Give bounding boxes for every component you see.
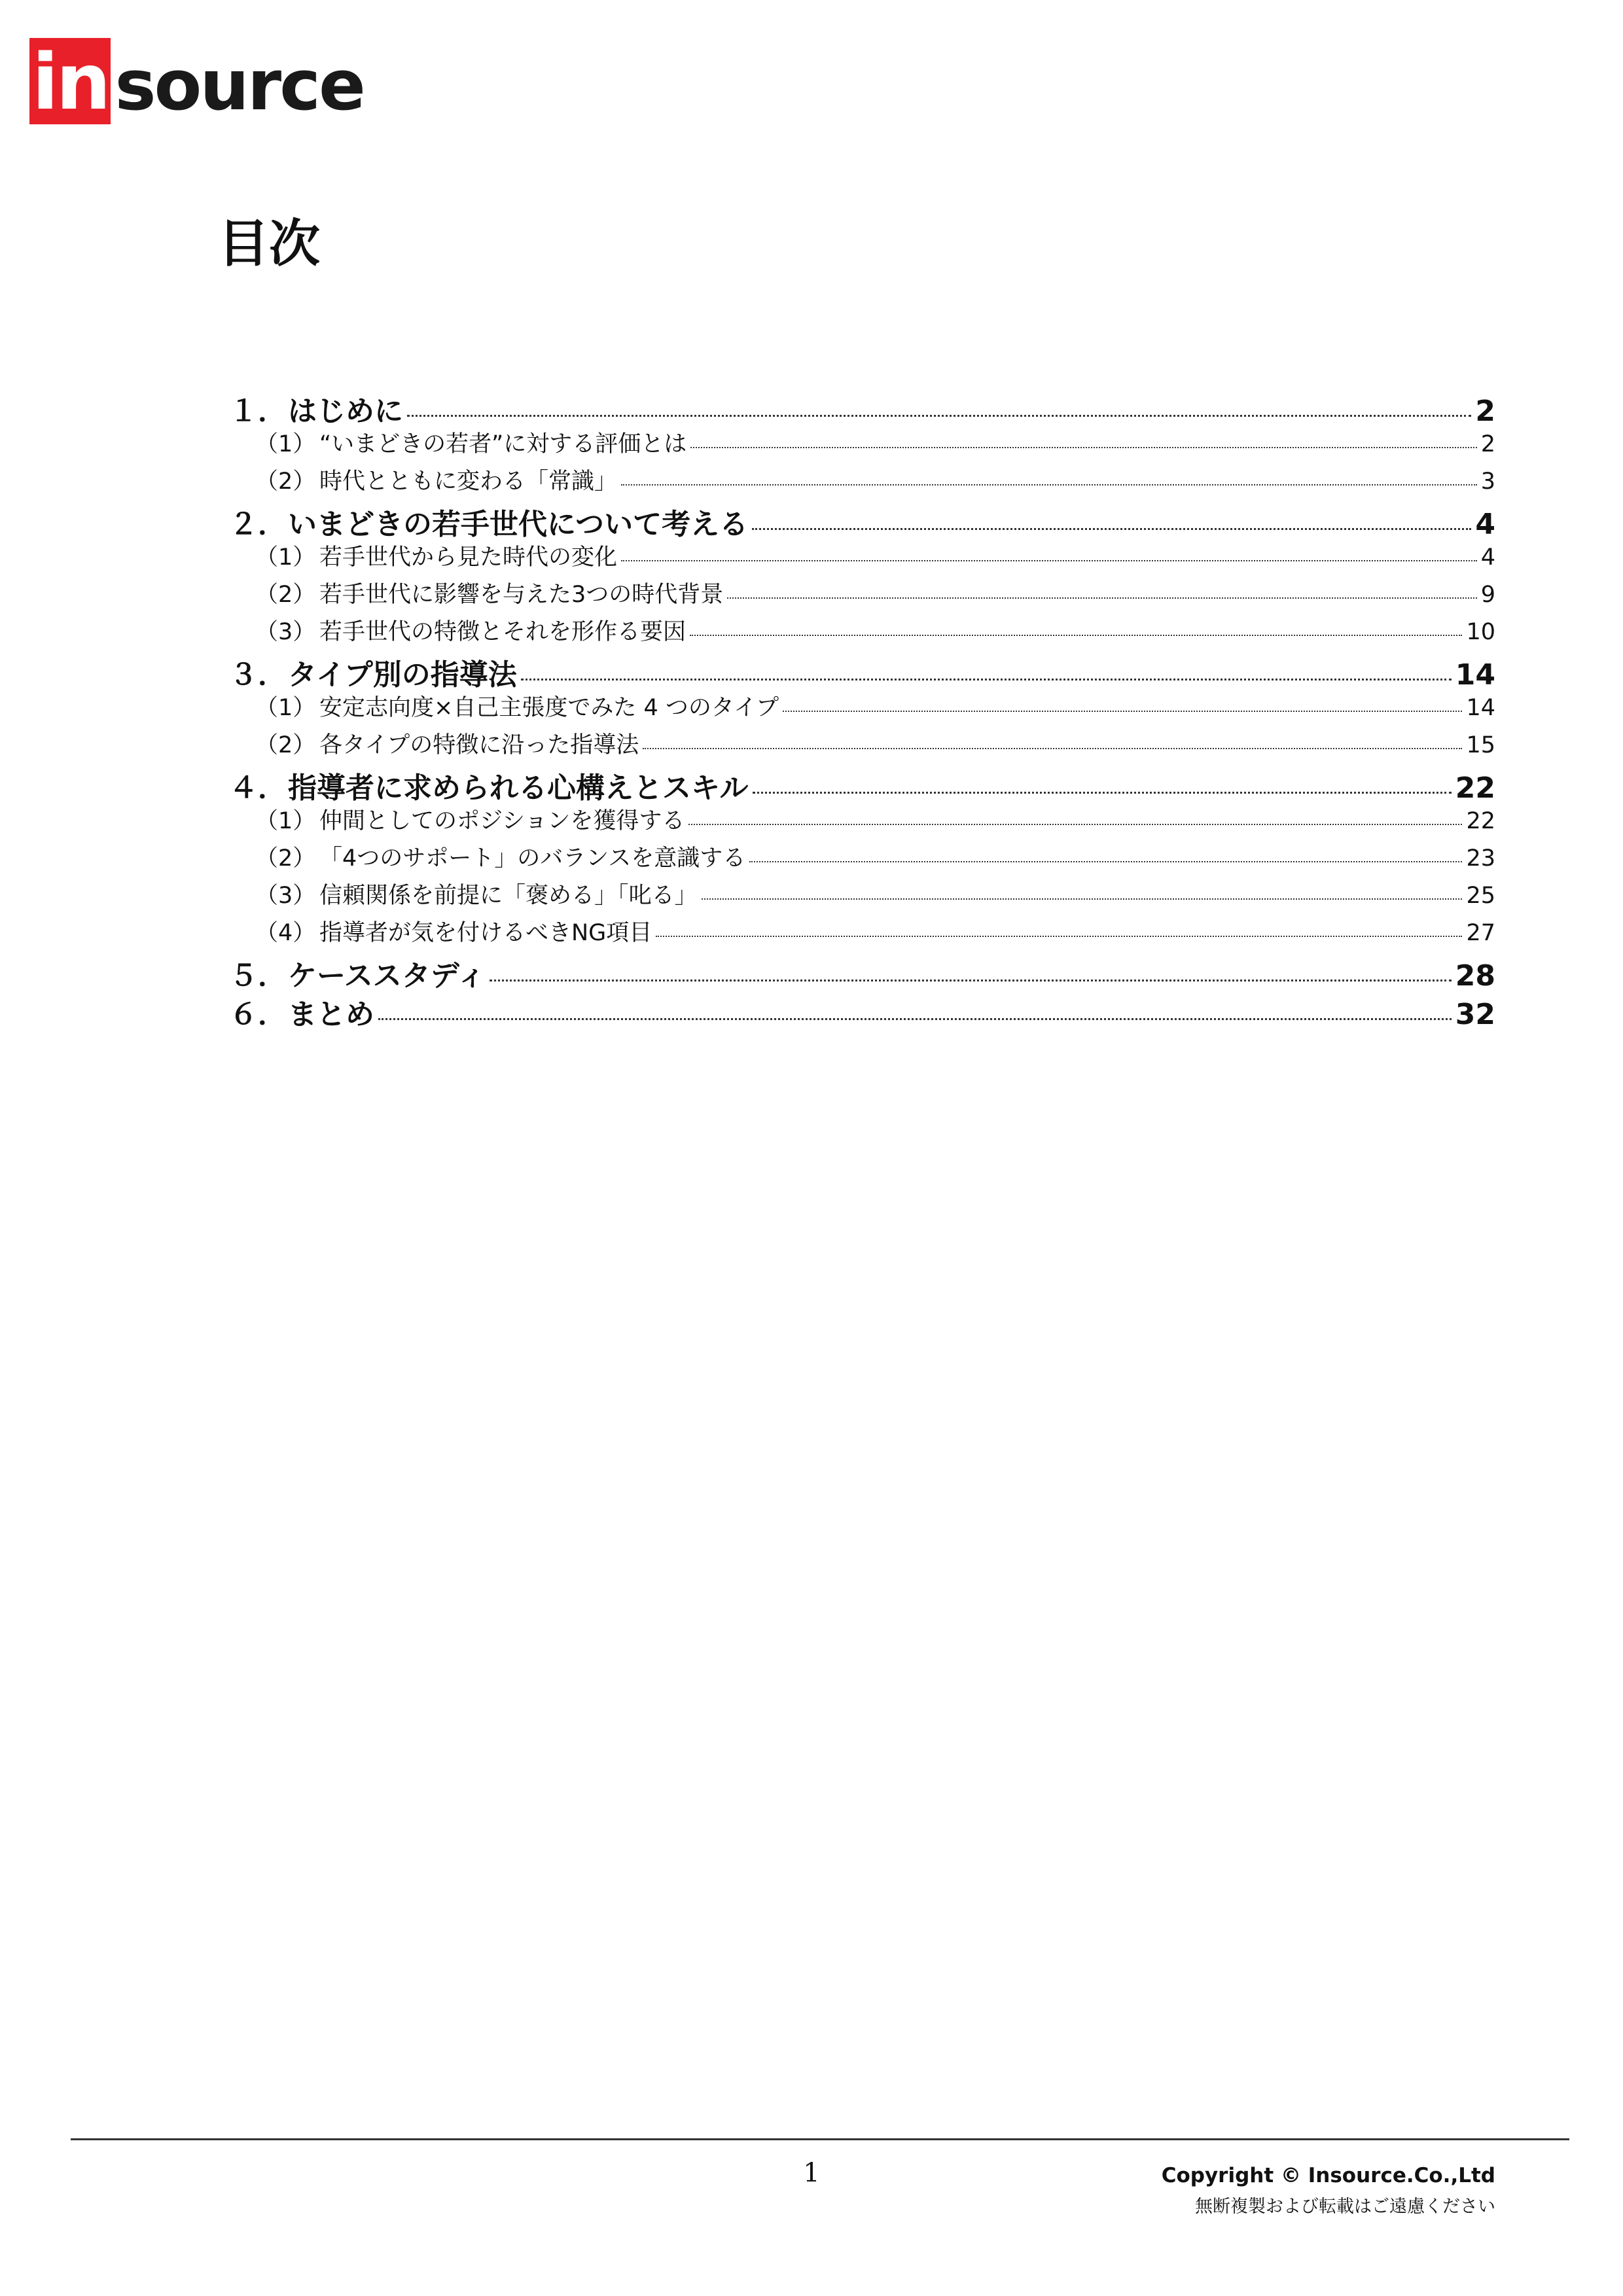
toc-section-entry[interactable] [229,803,1495,840]
toc-entry-title: 信頼関係を前提に「褒める」「叱る」 [319,883,698,909]
toc-entry-title: はじめに [288,395,403,428]
toc-dot-leader [690,447,1476,448]
toc-section-entry[interactable] [229,690,1495,727]
toc-dot-leader [621,484,1477,486]
toc-dot-leader [783,711,1462,712]
toc-entry-title: 安定志向度×自己主張度でみた 4 つのタイプ [319,695,779,721]
page-title: 目次 [218,215,321,274]
toc-dot-leader [490,980,1451,981]
toc-entry-number: ５． [229,959,287,993]
toc-chapter-entry[interactable] [229,501,1495,539]
toc-entry-number: ３． [229,658,287,692]
toc-entry-number: （2） [255,468,316,495]
toc-entry-title: いまどきの若手世代について考える [288,508,749,541]
toc-entry-title: まとめ [288,998,374,1031]
toc-entry-title: タイプ別の指導法 [288,658,517,692]
toc-entry-title: 若手世代から見た時代の変化 [319,544,618,571]
toc-entry-title: 時代とともに変わる「常識」 [319,468,618,495]
toc-section-entry[interactable] [229,576,1495,614]
toc-entry-page: 14 [1466,695,1495,721]
toc-entry-page: 9 [1480,582,1495,608]
toc-dot-leader [378,1018,1452,1020]
toc-chapter-entry[interactable] [229,651,1495,690]
toc-entry-page: 3 [1480,468,1495,495]
toc-entry-title: 仲間としてのポジションを獲得する [319,808,685,834]
toc-dot-leader [749,861,1462,862]
table-of-contents [229,387,1495,1029]
toc-entry-page: 2 [1480,431,1495,457]
toc-entry-number: （1） [255,431,316,457]
toc-section-entry[interactable] [229,840,1495,877]
toc-entry-title: 各タイプの特徴に沿った指導法 [319,732,639,758]
toc-entry-page: 15 [1466,732,1495,758]
toc-dot-leader [621,560,1477,561]
toc-entry-title: 若手世代の特徴とそれを形作る要因 [319,619,687,645]
toc-entry-page: 14 [1455,658,1495,692]
toc-section-entry[interactable] [229,614,1495,651]
toc-entry-number: （2） [255,582,316,608]
toc-entry-page: 32 [1455,998,1495,1031]
toc-entry-title: 指導者が気を付けるべきNG項目 [319,920,652,946]
logo-text: source [115,45,364,126]
toc-entry-number: （1） [255,695,316,721]
toc-section-entry[interactable] [229,877,1495,915]
toc-entry-page: 4 [1480,544,1495,571]
toc-entry-number: （4） [255,920,316,946]
toc-dot-leader [690,635,1462,636]
copyright-notice: 無断複製および転載はご遠慮ください [1195,2197,1495,2217]
toc-entry-page: 10 [1466,619,1495,645]
toc-dot-leader [753,792,1452,794]
toc-entry-title: 「4つのサポート」のバランスを意識する [319,845,746,872]
copyright-text: Copyright © Insource.Co.,Ltd [1161,2164,1495,2187]
toc-entry-page: 22 [1466,808,1495,834]
toc-entry-number: ２． [229,508,287,541]
toc-dot-leader [521,679,1452,680]
logo-mark: in [29,38,111,124]
toc-dot-leader [702,898,1463,900]
toc-entry-page: 25 [1466,883,1495,909]
toc-dot-leader [407,415,1471,417]
toc-dot-leader [752,528,1471,530]
toc-section-entry[interactable] [229,463,1495,501]
toc-entry-number: （3） [255,883,316,909]
toc-chapter-entry[interactable] [229,952,1495,991]
toc-entry-number: （2） [255,845,316,872]
toc-entry-title: ケーススタディ [288,959,486,993]
toc-dot-leader [688,824,1462,825]
toc-entry-number: （3） [255,619,316,645]
toc-entry-page: 27 [1466,920,1495,946]
toc-entry-title: 若手世代に影響を与えた3つの時代背景 [319,582,724,608]
toc-chapter-entry[interactable] [229,764,1495,803]
toc-entry-number: （1） [255,544,316,571]
toc-entry-page: 23 [1466,845,1495,872]
toc-entry-number: （1） [255,808,316,834]
toc-entry-number: ４． [229,771,287,805]
toc-entry-title: “いまどきの若者”に対する評価とは [319,431,687,457]
toc-section-entry[interactable] [229,539,1495,576]
company-logo [29,36,364,127]
toc-entry-page: 22 [1455,771,1495,805]
toc-chapter-entry[interactable] [229,387,1495,426]
toc-entry-number: １． [229,395,287,428]
toc-dot-leader [727,597,1476,599]
toc-entry-page: 28 [1455,959,1495,993]
toc-entry-page: 4 [1475,508,1495,541]
toc-entry-number: （2） [255,732,316,758]
toc-dot-leader [656,936,1462,937]
toc-section-entry[interactable] [229,727,1495,764]
toc-chapter-entry[interactable] [229,991,1495,1029]
toc-entry-number: ６． [229,998,287,1031]
toc-entry-page: 2 [1475,395,1495,428]
toc-entry-title: 指導者に求められる心構えとスキル [288,771,749,805]
page-number: 1 [803,2158,820,2188]
toc-section-entry[interactable] [229,915,1495,952]
toc-section-entry[interactable] [229,426,1495,463]
footer-divider [71,2138,1569,2140]
toc-dot-leader [643,748,1462,749]
